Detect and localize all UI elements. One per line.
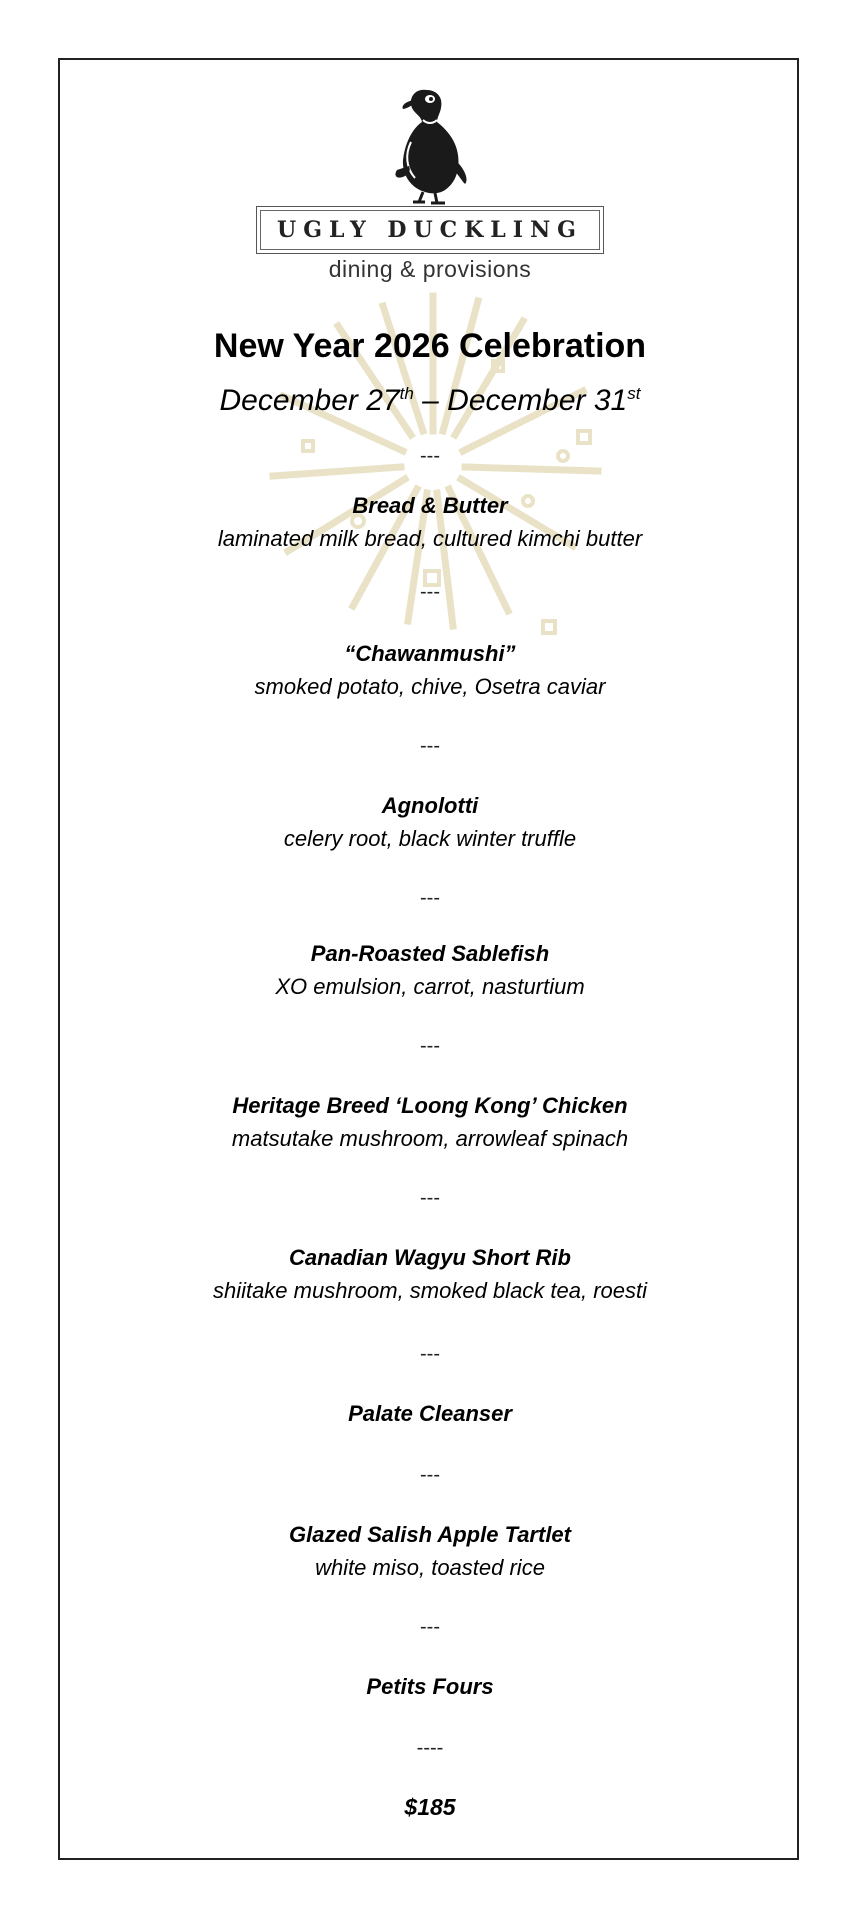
course-item [0, 1670, 860, 1703]
course-description: XO emulsion, carrot, nasturtium [275, 974, 585, 999]
event-dates [0, 372, 860, 423]
date-dash: – [413, 384, 448, 417]
course-name: Palate Cleanser [348, 1401, 512, 1426]
course-description: smoked potato, chive, Osetra caviar [254, 674, 606, 699]
restaurant-logo [0, 80, 860, 283]
course-item [0, 937, 860, 1003]
event-title: New Year 2026 Celebration [213, 327, 647, 365]
course-description: shiitake mushroom, smoked black tea, roesti [212, 1278, 648, 1303]
course-separator: --- [420, 1616, 440, 1638]
course-separator: --- [420, 1187, 440, 1209]
course-separator: --- [420, 1343, 440, 1365]
course-name: Agnolotti [381, 793, 479, 818]
course-item [0, 1397, 860, 1430]
course-name: “Chawanmushi” [344, 641, 516, 666]
logo-name: UGLY DUCKLING [260, 210, 600, 250]
duckling-icon [375, 80, 485, 206]
course-name: Pan-Roasted Sablefish [310, 941, 550, 966]
course-name: Bread & Butter [352, 493, 508, 518]
course-name: Petits Fours [366, 1674, 494, 1699]
course-separator: --- [420, 445, 440, 467]
course-separator: --- [420, 581, 440, 603]
course-item [0, 1518, 860, 1584]
course-item [0, 637, 860, 703]
course-item [0, 789, 860, 855]
course-item [0, 489, 860, 555]
course-separator: --- [420, 887, 440, 909]
date-end: December 31 [447, 384, 628, 417]
course-separator: --- [420, 735, 440, 757]
course-separator: --- [420, 1035, 440, 1057]
logo-tagline: dining & provisions [328, 256, 532, 282]
course-item [0, 1089, 860, 1155]
date-start-suffix: th [399, 384, 414, 403]
menu-price: $185 [404, 1794, 456, 1820]
course-name: Glazed Salish Apple Tartlet [289, 1522, 571, 1547]
course-name: Canadian Wagyu Short Rib [289, 1245, 571, 1270]
date-start: December 27 [219, 384, 400, 417]
date-end-suffix: st [627, 384, 641, 403]
menu-content [0, 320, 860, 1824]
course-name: Heritage Breed ‘Loong Kong’ Chicken [232, 1093, 628, 1118]
final-separator: ---- [416, 1737, 444, 1759]
course-description: celery root, black winter truffle [283, 826, 577, 851]
course-description: white miso, toasted rice [315, 1555, 545, 1580]
logo-nameplate [256, 206, 604, 254]
course-description: matsutake mushroom, arrowleaf spinach [231, 1126, 629, 1151]
course-separator: --- [420, 1464, 440, 1486]
course-description: laminated milk bread, cultured kimchi butter [217, 526, 643, 551]
course-item [0, 1241, 860, 1307]
